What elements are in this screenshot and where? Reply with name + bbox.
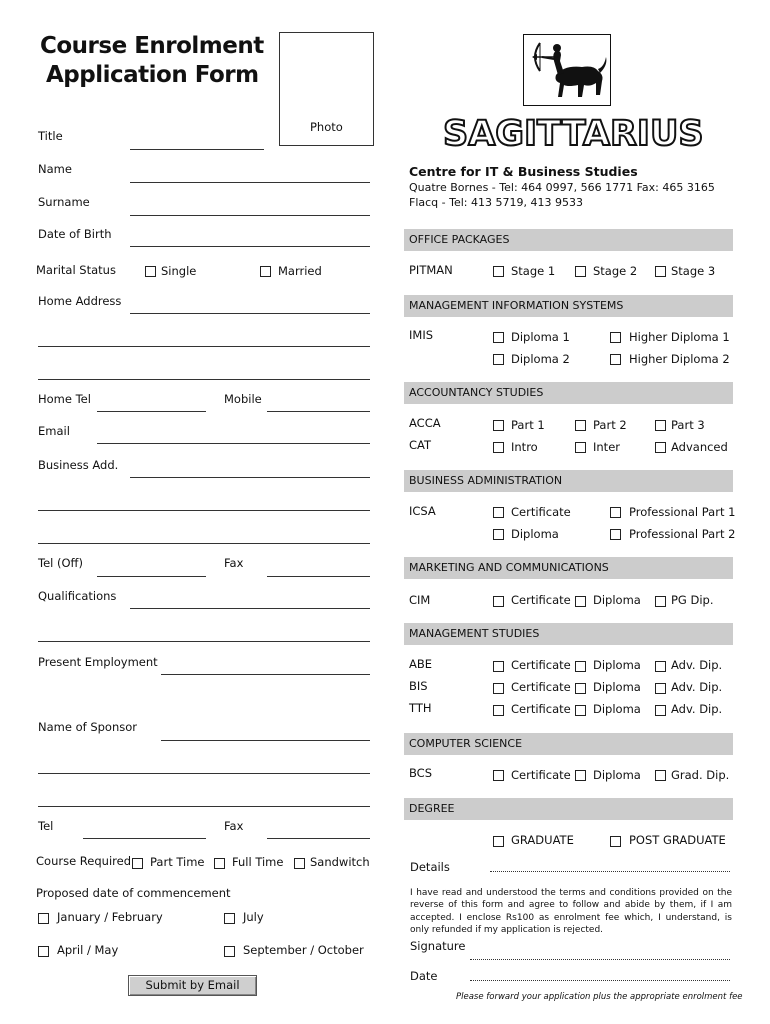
form-title-line1: Course Enrolment xyxy=(40,33,264,59)
pitman-stage2-label: Stage 2 xyxy=(593,264,638,278)
mobile-label: Mobile xyxy=(224,392,262,406)
sponsor-label: Name of Sponsor xyxy=(38,720,138,734)
acca-part1-label: Part 1 xyxy=(511,418,545,432)
fax2-field[interactable] xyxy=(267,838,370,839)
marital-status-label: Marital Status xyxy=(36,263,116,277)
imis-diploma1-checkbox[interactable] xyxy=(493,332,504,343)
full-time-checkbox[interactable] xyxy=(214,858,225,869)
tth-diploma-label: Diploma xyxy=(593,702,641,716)
sep-oct-checkbox[interactable] xyxy=(224,946,235,957)
sponsor-field-3[interactable] xyxy=(38,806,370,807)
abe-adv-dip-label: Adv. Dip. xyxy=(671,658,723,672)
surname-label: Surname xyxy=(38,195,90,209)
sponsor-field-1[interactable] xyxy=(161,740,370,741)
bis-diploma-checkbox[interactable] xyxy=(575,683,586,694)
post-graduate-checkbox[interactable] xyxy=(610,836,621,847)
abe-certificate-label: Certificate xyxy=(511,658,571,672)
business-add-field-2[interactable] xyxy=(38,510,370,511)
dob-field[interactable] xyxy=(130,246,370,247)
name-label: Name xyxy=(38,162,72,176)
married-label: Married xyxy=(278,264,322,278)
part-time-label: Part Time xyxy=(150,855,205,869)
july-label: July xyxy=(243,910,264,924)
bis-diploma-label: Diploma xyxy=(593,680,641,694)
cim-pg-dip-label: PG Dip. xyxy=(671,593,714,607)
management-header: MANAGEMENT STUDIES xyxy=(404,623,733,645)
july-checkbox[interactable] xyxy=(224,913,235,924)
cat-inter-checkbox[interactable] xyxy=(575,442,586,453)
mis-header: MANAGEMENT INFORMATION SYSTEMS xyxy=(404,295,733,317)
present-employment-label: Present Employment xyxy=(38,655,158,669)
signature-field[interactable] xyxy=(470,959,730,960)
email-label: Email xyxy=(38,424,70,438)
icsa-prof-part2-label: Professional Part 2 xyxy=(629,527,736,541)
bcs-grad-dip-label: Grad. Dip. xyxy=(671,768,730,782)
name-field[interactable] xyxy=(130,182,370,183)
icsa-prof-part2-checkbox[interactable] xyxy=(610,529,621,540)
date-field[interactable] xyxy=(470,980,730,981)
address-flacq: Flacq - Tel: 413 5719, 413 9533 xyxy=(409,196,583,209)
home-tel-label: Home Tel xyxy=(38,392,91,406)
date-label: Date xyxy=(410,969,438,983)
apr-may-checkbox[interactable] xyxy=(38,946,49,957)
sagittarius-logo-emblem xyxy=(523,34,611,106)
form-title-line2: Application Form xyxy=(46,62,259,88)
business-admin-header: BUSINESS ADMINISTRATION xyxy=(404,470,733,492)
tel-field[interactable] xyxy=(83,838,206,839)
acca-part2-checkbox[interactable] xyxy=(575,420,586,431)
apr-may-label: April / May xyxy=(57,943,119,957)
archer-centaur-icon xyxy=(524,35,610,105)
bis-label: BIS xyxy=(409,679,428,693)
tth-adv-dip-label: Adv. Dip. xyxy=(671,702,723,716)
single-checkbox[interactable] xyxy=(145,266,156,277)
dob-label: Date of Birth xyxy=(38,227,112,241)
single-label: Single xyxy=(161,264,197,278)
fax-label: Fax xyxy=(224,556,244,570)
tel-off-field[interactable] xyxy=(97,576,206,577)
qualifications-field-2[interactable] xyxy=(38,641,370,642)
bis-adv-dip-checkbox[interactable] xyxy=(655,683,666,694)
pitman-stage1-checkbox[interactable] xyxy=(493,266,504,277)
sep-oct-label: September / October xyxy=(243,943,364,957)
submit-by-email-button[interactable]: Submit by Email xyxy=(128,975,257,996)
acca-part2-label: Part 2 xyxy=(593,418,627,432)
cim-diploma-label: Diploma xyxy=(593,593,641,607)
photo-label: Photo xyxy=(310,120,343,134)
title-label: Title xyxy=(38,129,63,143)
bcs-diploma-checkbox[interactable] xyxy=(575,770,586,781)
business-add-label: Business Add. xyxy=(38,458,119,472)
fax2-label: Fax xyxy=(224,819,244,833)
bis-certificate-checkbox[interactable] xyxy=(493,683,504,694)
cim-diploma-checkbox[interactable] xyxy=(575,596,586,607)
marketing-header: MARKETING AND COMMUNICATIONS xyxy=(404,557,733,579)
cat-inter-label: Inter xyxy=(593,440,620,454)
qualifications-label: Qualifications xyxy=(38,589,117,603)
pitman-stage1-label: Stage 1 xyxy=(511,264,556,278)
cim-certificate-checkbox[interactable] xyxy=(493,596,504,607)
computer-science-header: COMPUTER SCIENCE xyxy=(404,733,733,755)
home-address-field-1[interactable] xyxy=(130,313,370,314)
icsa-prof-part1-label: Professional Part 1 xyxy=(629,505,736,519)
acca-label: ACCA xyxy=(409,416,441,430)
pitman-stage2-checkbox[interactable] xyxy=(575,266,586,277)
post-graduate-label: POST GRADUATE xyxy=(629,833,726,847)
jan-feb-checkbox[interactable] xyxy=(38,913,49,924)
pitman-stage3-label: Stage 3 xyxy=(671,264,716,278)
cat-advanced-label: Advanced xyxy=(671,440,728,454)
tth-label: TTH xyxy=(409,701,432,715)
cat-advanced-checkbox[interactable] xyxy=(655,442,666,453)
imis-higher-diploma2-label: Higher Diploma 2 xyxy=(629,352,730,366)
imis-higher-diploma1-checkbox[interactable] xyxy=(610,332,621,343)
abe-label: ABE xyxy=(409,657,433,671)
accountancy-header: ACCOUNTANCY STUDIES xyxy=(404,382,733,404)
sponsor-field-2[interactable] xyxy=(38,773,370,774)
acca-part3-label: Part 3 xyxy=(671,418,705,432)
acca-part3-checkbox[interactable] xyxy=(655,420,666,431)
business-add-field-3[interactable] xyxy=(38,543,370,544)
footer-note: Please forward your application plus the appropriate enrolment fee xyxy=(456,992,743,1002)
address-quatre-bornes: Quatre Bornes - Tel: 464 0997, 566 1771 Fax: 465 3165 xyxy=(409,181,715,194)
cat-label: CAT xyxy=(409,438,432,452)
pitman-stage3-checkbox[interactable] xyxy=(655,266,666,277)
qualifications-field-1[interactable] xyxy=(130,608,370,609)
centre-name: Centre for IT & Business Studies xyxy=(409,164,638,179)
abe-certificate-checkbox[interactable] xyxy=(493,661,504,672)
business-add-field-1[interactable] xyxy=(130,477,370,478)
signature-label: Signature xyxy=(410,939,466,953)
abe-diploma-label: Diploma xyxy=(593,658,641,672)
bcs-label: BCS xyxy=(409,766,433,780)
tel-label: Tel xyxy=(38,819,54,833)
tth-certificate-label: Certificate xyxy=(511,702,571,716)
home-address-field-3[interactable] xyxy=(38,379,370,380)
details-label: Details xyxy=(410,860,450,874)
bcs-certificate-checkbox[interactable] xyxy=(493,770,504,781)
logo-text: SAGITTARIUS xyxy=(443,114,704,154)
full-time-label: Full Time xyxy=(232,855,284,869)
terms-text: I have read and understood the terms and conditions provided on the reverse of this form and agree to follow and abide by them, if I am accepted. I enclose Rs100 as enrolment fee which, I understand, is only refunded if my application is rejected. xyxy=(410,888,732,935)
details-field[interactable] xyxy=(490,871,730,872)
imis-label: IMIS xyxy=(409,328,434,342)
abe-adv-dip-checkbox[interactable] xyxy=(655,661,666,672)
title-field[interactable] xyxy=(130,149,264,150)
imis-diploma2-checkbox[interactable] xyxy=(493,354,504,365)
bcs-diploma-label: Diploma xyxy=(593,768,641,782)
fax-field[interactable] xyxy=(267,576,370,577)
icsa-label: ICSA xyxy=(409,504,436,518)
tth-adv-dip-checkbox[interactable] xyxy=(655,705,666,716)
pitman-label: PITMAN xyxy=(409,263,453,277)
home-tel-field[interactable] xyxy=(97,411,206,412)
tth-diploma-checkbox[interactable] xyxy=(575,705,586,716)
icsa-diploma-label: Diploma xyxy=(511,527,559,541)
icsa-certificate-label: Certificate xyxy=(511,505,571,519)
tel-off-label: Tel (Off) xyxy=(38,556,83,570)
cim-certificate-label: Certificate xyxy=(511,593,571,607)
icsa-prof-part1-checkbox[interactable] xyxy=(610,507,621,518)
bcs-certificate-label: Certificate xyxy=(511,768,571,782)
cat-intro-label: Intro xyxy=(511,440,538,454)
abe-diploma-checkbox[interactable] xyxy=(575,661,586,672)
surname-field[interactable] xyxy=(130,215,370,216)
part-time-checkbox[interactable] xyxy=(132,858,143,869)
bis-certificate-label: Certificate xyxy=(511,680,571,694)
mobile-field[interactable] xyxy=(267,411,370,412)
acca-part1-checkbox[interactable] xyxy=(493,420,504,431)
home-address-label: Home Address xyxy=(38,294,122,308)
jan-feb-label: January / February xyxy=(57,910,163,924)
email-field[interactable] xyxy=(97,443,370,444)
cim-label: CIM xyxy=(409,593,431,607)
tth-certificate-checkbox[interactable] xyxy=(493,705,504,716)
cim-pg-dip-checkbox[interactable] xyxy=(655,596,666,607)
imis-higher-diploma1-label: Higher Diploma 1 xyxy=(629,330,730,344)
proposed-date-label: Proposed date of commencement xyxy=(36,886,231,900)
home-address-field-2[interactable] xyxy=(38,346,370,347)
degree-header: DEGREE xyxy=(404,798,733,820)
imis-higher-diploma2-checkbox[interactable] xyxy=(610,354,621,365)
icsa-diploma-checkbox[interactable] xyxy=(493,529,504,540)
graduate-checkbox[interactable] xyxy=(493,836,504,847)
sandwitch-label: Sandwitch xyxy=(310,855,370,869)
cat-intro-checkbox[interactable] xyxy=(493,442,504,453)
sandwitch-checkbox[interactable] xyxy=(294,858,305,869)
imis-diploma2-label: Diploma 2 xyxy=(511,352,570,366)
course-required-label: Course Required xyxy=(36,854,131,868)
married-checkbox[interactable] xyxy=(260,266,271,277)
imis-diploma1-label: Diploma 1 xyxy=(511,330,570,344)
icsa-certificate-checkbox[interactable] xyxy=(493,507,504,518)
office-packages-header: OFFICE PACKAGES xyxy=(404,229,733,251)
bis-adv-dip-label: Adv. Dip. xyxy=(671,680,723,694)
present-employment-field[interactable] xyxy=(161,674,370,675)
graduate-label: GRADUATE xyxy=(511,833,574,847)
bcs-grad-dip-checkbox[interactable] xyxy=(655,770,666,781)
